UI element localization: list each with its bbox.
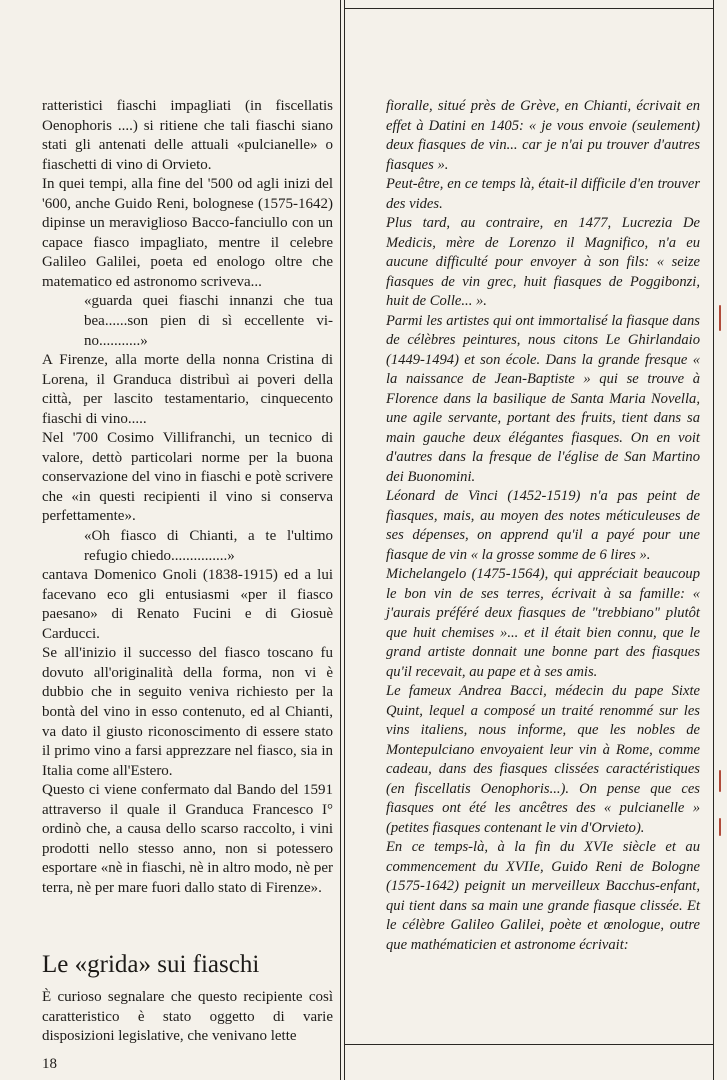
left-paragraph: Se all'inizio il successo del fiasco toscano fu dovuto all'originalità della forma, non vi è dubbio che in seguito veniva richiesto per la bontà del vino in esso contenuto, ed al Chianti, va dato il giusto riconoscimento di essere stato il primo vino a farsi apprezzare nel fiasco, sia in Italia come all'Estero. (42, 645, 333, 779)
right-paragraph: Peut-être, en ce temps là, était-il difficile d'en trouver des vides. (386, 176, 700, 212)
page-number: 18 (42, 1056, 57, 1072)
right-paragraph: Parmi les artistes qui ont immortalisé la fiasque dans de célèbres peintures, nous citons Le Ghirlandaio (1449-1494) et son école. Dans la grande fresque « la naissance de Jean-Baptiste » qui se trouve à Florence dans la basilique de Santa Maria Novella, une agile servante, portant des fruits, tient dans sa main gauche deux élégantes fiasques. On en voit d'autres dans la fresque de l'église de San Martino dei Buonomini. (386, 312, 700, 485)
center-divider-rule (344, 0, 345, 1080)
edge-mark-middle (719, 770, 721, 792)
left-paragraph: In quei tempi, alla fine del '500 od agli inizi del '600, anche Guido Reni, bolognese (1575-1642) dipinse un meraviglioso Bacco-fanciullo con un capace fiasco impagliato, mentre il celebre Galileo Galilei, poeta ed enologo oltre che matematico ed astronomo scriveva... (42, 176, 333, 290)
left-paragraph: cantava Domenico Gnoli (1838-1915) ed a lui facevano eco gli entusiasmi «per il fiasco paesano» di Renato Fucini e di Giosuè Carducci. (42, 567, 333, 642)
left-paragraph: A Firenze, alla morte della nonna Cristina di Lorena, il Granduca distribuì ai poveri della città, per lascito testamentario, cinquecento fiaschi di vino..... (42, 352, 333, 427)
left-paragraph: Nel '700 Cosimo Villifranchi, un tecnico di valore, dettò particolari norme per la buona conservazione del vino in fiaschi e potè scrivere che «in questi recipienti il vino si conserva perfettamente». (42, 430, 333, 525)
top-border-rule (344, 8, 713, 9)
right-paragraph: Michelangelo (1475-1564), qui appréciait beaucoup le bon vin de ses terres, écrivait à sa famille: « j'aurais préféré deux fiasques de "trebbiano" plutôt que huit chemises »... et il était bien connu, que le grand artiste donnait une bonne part des fiasques qu'il recevait, au pape et à ses amis. (386, 566, 700, 680)
left-paragraph: Questo ci viene confermato dal Bando del 1591 attraverso il quale il Granduca Francesco I° ordinò che, a causa dello scarso raccolto, i vini prodotti nello stesso anno, non si potessero esportare «nè in fiaschi, nè in altro modo, nè per terra, nè per mare fuori dallo stato di Firenze». (42, 782, 333, 896)
right-paragraph: Le fameux Andrea Bacci, médecin du pape Sixte Quint, lequel a composé un traité renommé sur les vins italiens, nous informe, que les nobles de Montepulciano envoyaient leur vin à Rome, comme cadeau, dans des fiasques clissées caractéristiques (en fiscellatis Oenophoris...). On pense que ces fiasques ont été les ancêtres des « pulcianelle » (petites fiasques contenant le vin d'Orvieto). (386, 683, 700, 836)
right-border-rule (713, 0, 714, 1080)
edge-mark-top (719, 305, 721, 331)
left-border-rule (340, 0, 341, 1080)
right-paragraph: Léonard de Vinci (1452-1519) n'a pas peint de fiasques, mais, au moyen des notes méticuleuses de ses dépenses, on apprend qu'il a payé pour une fiasque de vin « la grosse somme de 6 lires ». (386, 488, 700, 563)
right-paragraph: En ce temps-là, à la fin du XVIe siècle et au commencement du XVIIe, Guido Reni de Bologne (1575-1642) peignit un merveilleux Bacchus-enfant, qui tient dans sa main une grande fiasque clissée. Et le célèbre Galileo Galilei, poète et œnologue, outre que mathématicien et astronome écrivait: (386, 839, 700, 953)
section-paragraph-block (42, 988, 333, 1047)
italian-text-column (42, 97, 333, 898)
left-paragraph: ratteristici fiaschi impagliati (in fiscellatis Oenophoris ....) si ritiene che tali fiaschi siano stati gli antenati delle attuali «pulcianelle» o fiaschetti di vino di Orvieto. (42, 98, 333, 173)
section-paragraph: È curioso segnalare che questo recipiente così caratteristico è stato oggetto di varie disposizioni legislative, che venivano lette (42, 989, 333, 1044)
edge-mark-lower (719, 818, 721, 836)
left-quote: «Oh fiasco di Chianti, a te l'ultimo refugio chiedo...............» (84, 528, 333, 564)
bottom-border-rule (344, 1044, 713, 1045)
right-paragraph: Plus tard, au contraire, en 1477, Lucrezia De Medicis, mère de Lorenzo il Magnifico, n'a eu aucune difficulté pour envoyer à son fils: « seize fiasques de vin grec, huit fiasques de Poggibonzi, huit de Colle... ». (386, 215, 700, 309)
right-paragraph: fioralle, situé près de Grève, en Chianti, écrivait en effet à Datini en 1405: « je vous envoie (seulement) deux fiasques de vin... car je n'ai pu trouver d'autres fiasques ». (386, 98, 700, 173)
left-quote: «guarda quei fiaschi innanzi che tua bea......son pien di sì eccellente vino...........» (84, 293, 333, 349)
french-text-column (386, 97, 700, 955)
section-heading: Le «grida» sui fiaschi (42, 951, 260, 978)
